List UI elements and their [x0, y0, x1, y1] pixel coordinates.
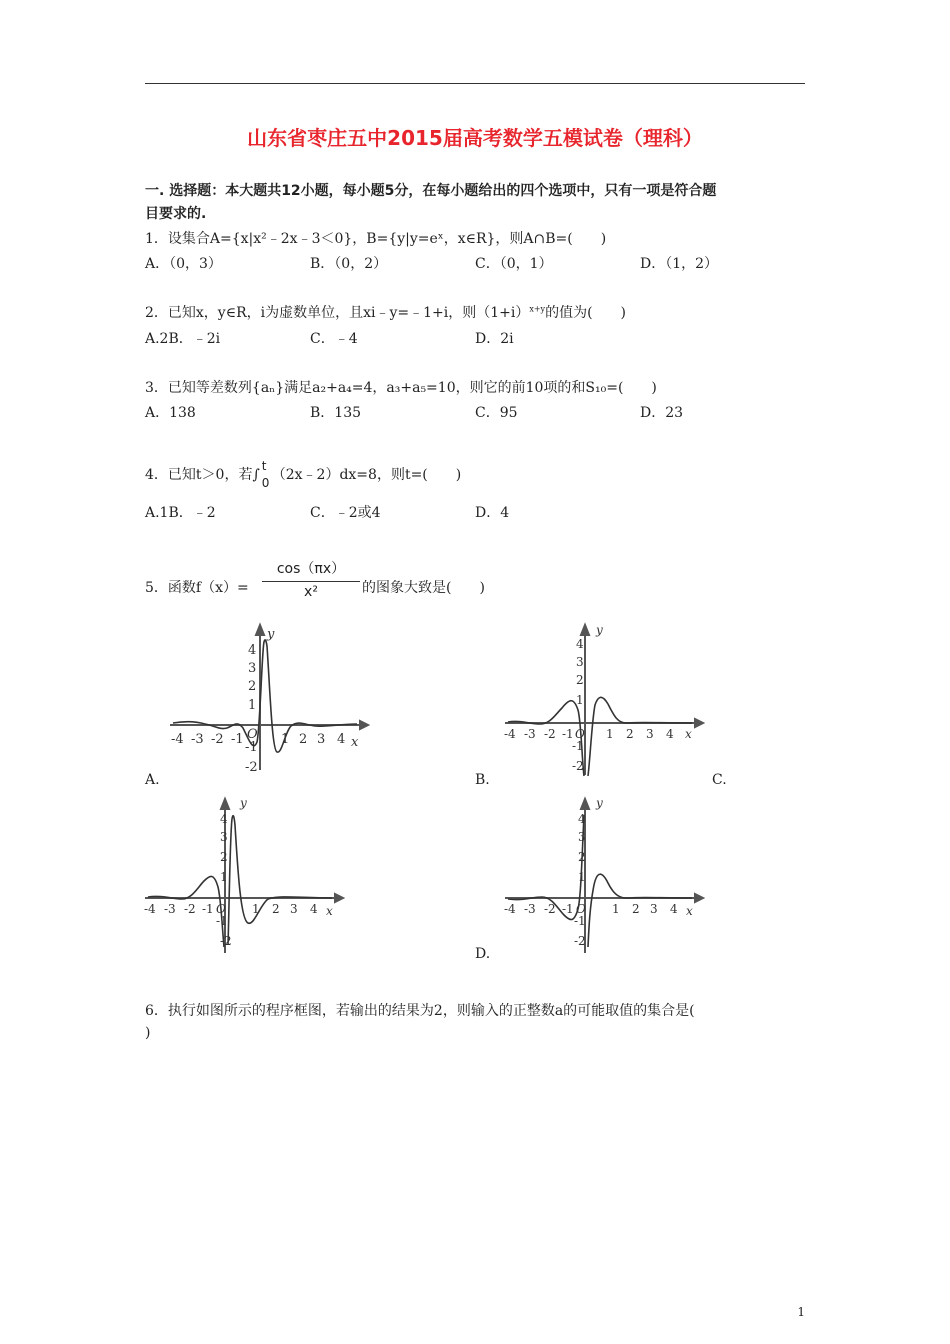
q1-option-c: C．（0，1） — [475, 256, 553, 272]
svg-text:-4: -4 — [171, 732, 184, 747]
svg-text:4: 4 — [220, 812, 228, 826]
q4-upper-limit: t — [261, 459, 267, 473]
q4-stem-pre: 4．已知t＞0，若∫ — [145, 467, 260, 483]
q2-stem-post: 的值为( ) — [545, 305, 627, 321]
q5-fraction — [262, 558, 360, 600]
q4-stem — [145, 459, 462, 490]
svg-text:2: 2 — [299, 732, 308, 747]
svg-text:2: 2 — [578, 850, 586, 864]
q3-option-c: C．95 — [475, 405, 518, 421]
q4-option-ab: A.1B．﹣2 — [145, 505, 216, 521]
svg-text:-1: -1 — [231, 732, 244, 747]
svg-text:-2: -2 — [544, 902, 556, 916]
svg-text:3: 3 — [248, 661, 257, 676]
svg-text:4: 4 — [310, 902, 318, 916]
svg-text:-3: -3 — [164, 902, 176, 916]
graph-d — [500, 795, 705, 960]
q2-stem-pre: 2．已知x，y∈R，i为虚数单位，且xi﹣y=﹣1+i，则（1+i） — [145, 305, 530, 321]
svg-text:-4: -4 — [504, 727, 516, 741]
q3-option-d: D．23 — [640, 405, 684, 421]
svg-text:O: O — [216, 902, 226, 916]
section-heading-cont: 目要求的. — [145, 206, 207, 222]
svg-text:-2: -2 — [245, 760, 258, 775]
svg-text:x: x — [686, 904, 693, 918]
svg-text:-1: -1 — [562, 727, 574, 741]
svg-text:-1: -1 — [202, 902, 214, 916]
svg-text:-1: -1 — [574, 914, 586, 928]
svg-text:3: 3 — [578, 830, 586, 844]
svg-text:2: 2 — [632, 902, 640, 916]
svg-text:-1: -1 — [572, 739, 584, 753]
svg-text:-2: -2 — [184, 902, 196, 916]
svg-text:2: 2 — [272, 902, 280, 916]
q2-stem — [145, 302, 626, 322]
svg-text:1: 1 — [612, 902, 620, 916]
svg-text:-3: -3 — [524, 902, 536, 916]
svg-text:1: 1 — [576, 693, 584, 707]
q6-stem-cont: ) — [145, 1025, 151, 1041]
graph-b — [500, 620, 705, 780]
q5-stem-post: 的图象大致是( ) — [362, 580, 485, 596]
q1-option-b: B．（0，2） — [310, 256, 388, 272]
svg-text:1: 1 — [281, 732, 290, 747]
q1-option-d: D．（1，2） — [640, 256, 719, 272]
q5-stem-pre: 5．函数f（x）= — [145, 580, 249, 596]
svg-text:-2: -2 — [574, 934, 586, 948]
page-number: 1 — [797, 1305, 805, 1319]
svg-text:3: 3 — [220, 830, 228, 844]
q3-option-a: A．138 — [145, 405, 196, 421]
svg-text:-1: -1 — [216, 914, 228, 928]
q1-stem: 1．设集合A={x|x²﹣2x﹣3＜0}，B={y|y=eˣ，x∈R}，则A∩B=( ) — [145, 231, 607, 247]
svg-text:2: 2 — [576, 673, 584, 687]
svg-text:-4: -4 — [504, 902, 516, 916]
svg-text:-1: -1 — [245, 740, 258, 755]
q5-numerator: cos（πx） — [276, 561, 346, 577]
svg-text:1: 1 — [252, 902, 260, 916]
svg-text:y: y — [267, 627, 275, 642]
svg-text:-1: -1 — [562, 902, 574, 916]
svg-text:-2: -2 — [220, 934, 232, 948]
svg-text:2: 2 — [626, 727, 634, 741]
page-title: 山东省枣庄五中2015届高考数学五模试卷（理科） — [247, 126, 703, 150]
svg-text:4: 4 — [666, 727, 674, 741]
svg-text:4: 4 — [576, 637, 584, 651]
svg-text:1: 1 — [606, 727, 614, 741]
q5-option-c: C. — [712, 772, 727, 788]
q4-option-c: C．﹣2或4 — [310, 505, 381, 521]
q3-option-b: B．135 — [310, 405, 362, 421]
svg-text:-3: -3 — [191, 732, 204, 747]
svg-text:-4: -4 — [144, 902, 156, 916]
svg-text:1: 1 — [578, 870, 586, 884]
svg-text:-2: -2 — [211, 732, 224, 747]
q2-option-c: C．﹣4 — [310, 331, 358, 347]
q2-exponent: x+y — [529, 304, 546, 314]
q5-option-b: B. — [475, 772, 490, 788]
svg-text:-2: -2 — [544, 727, 556, 741]
svg-text:3: 3 — [576, 655, 584, 669]
q5-option-d: D. — [475, 946, 491, 962]
q4-stem-post: （2x﹣2）dx=8，则t=( ) — [271, 467, 462, 483]
svg-text:x: x — [326, 904, 333, 918]
svg-text:-3: -3 — [524, 727, 536, 741]
q4-option-d: D．4 — [475, 505, 510, 521]
svg-text:3: 3 — [646, 727, 654, 741]
svg-text:y: y — [596, 623, 603, 637]
svg-text:4: 4 — [337, 732, 346, 747]
svg-text:O: O — [247, 727, 258, 742]
q4-lower-limit: 0 — [261, 476, 270, 490]
svg-text:x: x — [351, 735, 359, 750]
svg-text:y: y — [240, 796, 247, 810]
svg-text:y: y — [596, 796, 603, 810]
svg-text:-2: -2 — [572, 759, 584, 773]
svg-text:x: x — [685, 727, 692, 741]
q3-stem: 3．已知等差数列{aₙ}满足a₂+a₄=4，a₃+a₅=10，则它的前10项的和S₁₀=( ) — [145, 380, 657, 396]
q6-stem: 6．执行如图所示的程序框图，若输出的结果为2，则输入的正整数a的可能取值的集合是( — [145, 1003, 695, 1019]
svg-text:4: 4 — [670, 902, 678, 916]
svg-text:4: 4 — [578, 812, 586, 826]
svg-text:4: 4 — [248, 643, 257, 658]
q1-option-a: A．（0，3） — [145, 256, 222, 272]
q2-option-d: D．2i — [475, 331, 514, 347]
graph-a — [165, 620, 370, 780]
svg-text:3: 3 — [650, 902, 658, 916]
graph-c — [140, 795, 345, 960]
q2-option-ab: A.2B．﹣2i — [145, 331, 221, 347]
svg-text:3: 3 — [317, 732, 326, 747]
svg-text:O: O — [575, 727, 585, 741]
svg-text:O: O — [576, 902, 586, 916]
section-heading: 一. 选择题：本大题共12小题，每小题5分，在每小题给出的四个选项中，只有一项是符合题 — [145, 183, 717, 199]
q5-option-a: A. — [145, 772, 160, 788]
svg-text:2: 2 — [220, 850, 228, 864]
svg-text:1: 1 — [248, 698, 257, 713]
svg-text:2: 2 — [248, 679, 257, 694]
svg-text:1: 1 — [220, 870, 228, 884]
header-rule — [145, 83, 805, 84]
q5-denominator: x² — [262, 581, 360, 600]
svg-text:3: 3 — [290, 902, 298, 916]
